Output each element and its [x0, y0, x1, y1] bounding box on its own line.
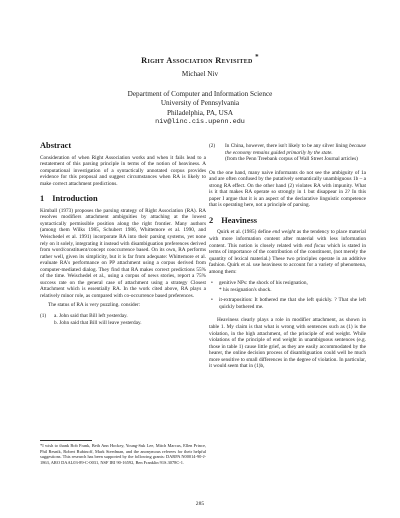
author-affiliation [0, 90, 400, 127]
example-2-italic: because the economy remains guided primarily by the state. [225, 143, 367, 156]
author-email: niv@linc.cis.upenn.edu [155, 117, 245, 126]
section-1-heading [40, 196, 206, 203]
right-paragraph-1: On the one hand, many naive informants do not see the ambiguity of 1a and are often confused by the putatively semantically unambiguous 1b – a strong RA effect. On the other hand (2) violates RA with impunity. What is it that makes RA operate so strongly in 1 but disappear in 2? In this paper I argue that it is an aspect of the declarative linguistic competence that is operating here, not a principle of parsing. [209, 169, 366, 209]
heaviness-paragraph-2: Heaviness clearly plays a role in modifier attachment, as shown in table 1. My claim is that what is wrong with sentences such as (1) is the violation, in the high attachment, of the principle of end weight. While violations of the principle of end weight in unambiguous sentences (e.g. those in table 1) cause little grief, as they are easily accommodated by the hearer, the online decision process of disambiguation could well be much more sensitive to small differences in the degree of violation. In particular, it would seem that in (1)b, [209, 317, 366, 370]
heaviness-p1-part-a: Quirk et al. (1985) define [217, 229, 271, 236]
intro-paragraph-1: Kimball (1973) proposes the parsing strategy of Right Association (RA). RA resolves modifiers attachment ambiguities by attaching at the lowest syntactically permissible position along the right frontier. Many authors (among them Wilks 1985, Schubert 1986, Whittemore et al. 1990, and Weischedel et al. 1991) incorporate RA into their parsing systems, yet none rely on it solely, integrating it instead with disambiguation preferences derived from word/constituent/concept cooccurrence based. On its own, RA performs rather well, given its simplicity, but it is far from adequate: Whittemore et al. evaluate RA's performance on PP attachment using a corpus derived from computer-mediated dialog. They find that RA makes correct predictions 55% of the time. Weischedel et al., using a corpus of news stories, report a 75% success rate on the general case of attachment using a strategy Closest Attachment which is essentially RA. In the work cited above, RA plays a relatively minor role, as compared with co-occurrence based preferences. [40, 207, 206, 299]
bullet-extraposition [209, 297, 366, 310]
bullet-extraposition-text: it-extraposition: It bothered me that she left quickly. ? That she left quickly bothered me. [219, 297, 366, 310]
abstract-heading: Abstract [40, 141, 72, 150]
bullet-genitive-line-2: * his resignation's shock. [219, 286, 272, 293]
section-2-title: Heaviness [221, 215, 258, 225]
example-1-number: (1) [40, 313, 47, 320]
term-end-weight: end weight [272, 229, 296, 236]
section-2-number: 2 [209, 215, 214, 225]
bullet-genitive [209, 280, 366, 293]
heaviness-p1-part-b: as the tendency to place material with more information content after material with less information content. This notion is closely related with [209, 229, 366, 249]
example-1b: b. John said that Bill will leave yesterday. [54, 319, 142, 326]
abstract-text: Consideration of when Right Association works and when it fails lead to a restatement of this parsing principle in terms of the notion of heaviness. A computational investigation of a syntactically annotated corpus provides evidence for this proposal and suggest circumstances when RA is likely to make correct attachment predictions. [40, 154, 206, 187]
heaviness-p1-part-c: which is stated in terms of importance of the contribution of the constituent, (not merely the quantity of lexical material.) These two principles operate in an additive fashion. Quirk et al. use heaviness to account for a variety of phenomena, among them: [209, 242, 367, 275]
section-1-title: Introduction [52, 194, 98, 204]
term-end-focus: end focus [304, 242, 326, 249]
right-column [209, 143, 366, 370]
intro-paragraph-2: The status of RA is very puzzling. consider: [48, 302, 141, 309]
footnote: *I wish to thank Bob Frank, Beth Ann Hockey, Young-Suk Lee, Mitch Marcus, Ellen Prince, Phil Resnik, Robert Rubinoff, Mark Steedman, and the anonymous referees for their helpful suggestions. This research has been supported by the following grants: DARPA N00014-90-J-1863, ARO DAAL03-89-C-0031, NSF IRI 90-16592, Ben Franklin 91S.3078C-1. [40, 443, 206, 465]
paper-title [0, 53, 400, 65]
example-1a: a. John said that Bill left yesterday. [54, 313, 128, 320]
heaviness-paragraph-1 [209, 229, 366, 275]
bullet-dot-2: • [211, 297, 213, 304]
example-1 [40, 313, 206, 326]
bullet-dot-1: • [211, 280, 213, 287]
example-2-source: (from the Penn Treebank corpus of Wall Street Journal articles) [225, 156, 358, 163]
example-2 [209, 143, 366, 163]
affiliation-university: University of Pennsylvania [160, 99, 240, 108]
left-column [40, 143, 206, 326]
title-footnote-mark: * [255, 53, 259, 61]
example-2-number: (2) [209, 143, 216, 149]
affiliation-location: Philadelphia, PA, USA [166, 108, 234, 117]
section-1-number: 1 [40, 194, 45, 204]
bullet-genitive-line-1: genitive NPs: the shock of his resignation, [219, 280, 308, 287]
paper-title-text: Right Association Revisited [141, 55, 253, 65]
example-2-line: In China, however, there isn't likely to be any silver lining [225, 143, 348, 149]
section-2-heading [209, 215, 366, 225]
page-number: 285 [195, 501, 205, 507]
author-name: Michael Niv [181, 70, 219, 78]
footnote-rule [40, 440, 92, 441]
affiliation-department: Department of Computer and Information Science [127, 90, 273, 98]
example-2-text [225, 143, 366, 156]
